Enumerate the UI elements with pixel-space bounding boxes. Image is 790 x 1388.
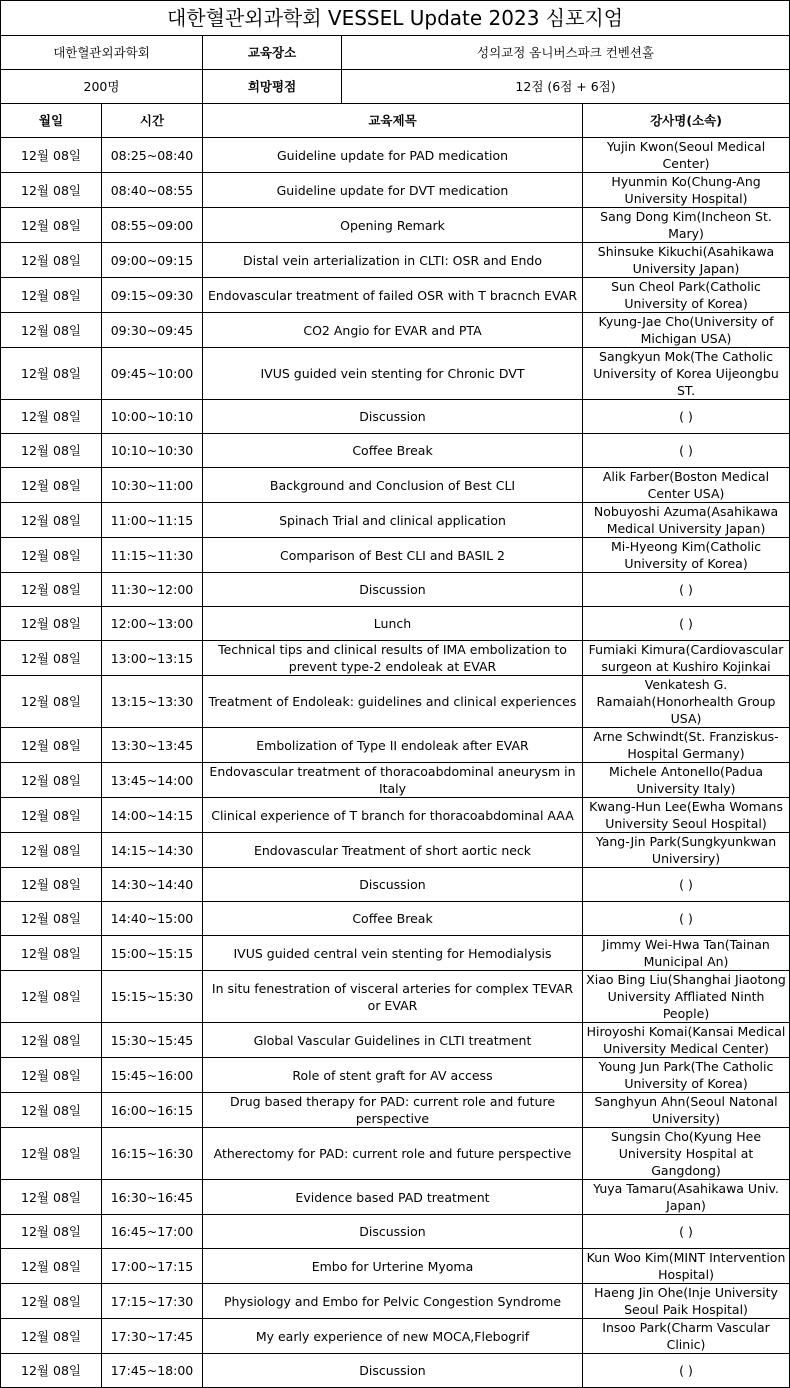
row-speaker: Sangkyun Mok(The Catholic University of Korea Uijeongbu ST. [583,348,790,400]
table-row [1,1128,790,1180]
row-date: 12월 08일 [1,971,102,1023]
row-time: 16:15~16:30 [102,1128,203,1180]
row-speaker: Nobuyoshi Azuma(Asahikawa Medical University Japan) [583,503,790,538]
row-topic: Background and Conclusion of Best CLI [203,468,583,503]
row-speaker: ( ) [583,868,790,902]
row-speaker: ( ) [583,1215,790,1249]
row-topic: Opening Remark [203,208,583,243]
row-date: 12월 08일 [1,1058,102,1093]
table-row [1,208,790,243]
row-date: 12월 08일 [1,138,102,173]
score: 12점 (6점 + 6점) [342,70,790,104]
row-topic: Coffee Break [203,902,583,936]
table-row [1,468,790,503]
organizer: 대한혈관외과학회 [1,36,203,70]
row-time: 16:00~16:15 [102,1093,203,1128]
row-date: 12월 08일 [1,902,102,936]
header-date: 월일 [1,104,102,138]
table-row [1,641,790,676]
row-time: 09:30~09:45 [102,313,203,348]
row-date: 12월 08일 [1,1354,102,1388]
row-speaker: Jimmy Wei-Hwa Tan(Tainan Municipal An) [583,936,790,971]
table-row [1,434,790,468]
row-time: 10:10~10:30 [102,434,203,468]
row-topic: CO2 Angio for EVAR and PTA [203,313,583,348]
row-time: 09:45~10:00 [102,348,203,400]
table-row [1,1180,790,1215]
table-row [1,902,790,936]
table-row [1,503,790,538]
table-row [1,763,790,798]
table-row [1,728,790,763]
row-speaker: Yuya Tamaru(Asahikawa Univ. Japan) [583,1180,790,1215]
table-row [1,348,790,400]
row-topic: In situ fenestration of visceral arteries for complex TEVAR or EVAR [203,971,583,1023]
row-date: 12월 08일 [1,728,102,763]
row-speaker: ( ) [583,400,790,434]
row-topic: Comparison of Best CLI and BASIL 2 [203,538,583,573]
row-date: 12월 08일 [1,243,102,278]
row-time: 11:30~12:00 [102,573,203,607]
row-speaker: ( ) [583,607,790,641]
row-date: 12월 08일 [1,573,102,607]
row-date: 12월 08일 [1,868,102,902]
row-date: 12월 08일 [1,607,102,641]
row-speaker: Arne Schwindt(St. Franziskus-Hospital Germany) [583,728,790,763]
row-speaker: Yujin Kwon(Seoul Medical Center) [583,138,790,173]
row-topic: Guideline update for PAD medication [203,138,583,173]
page-title: 대한혈관외과학회 VESSEL Update 2023 심포지엄 [1,1,790,36]
row-time: 17:45~18:00 [102,1354,203,1388]
row-time: 13:15~13:30 [102,676,203,728]
row-time: 14:15~14:30 [102,833,203,868]
row-topic: Technical tips and clinical results of IMA embolization to prevent type-2 endoleak at EVAR [203,641,583,676]
row-date: 12월 08일 [1,400,102,434]
row-time: 11:15~11:30 [102,538,203,573]
row-date: 12월 08일 [1,1249,102,1284]
row-speaker: Hyunmin Ko(Chung-Ang University Hospital) [583,173,790,208]
row-topic: Endovascular Treatment of short aortic neck [203,833,583,868]
row-date: 12월 08일 [1,348,102,400]
table-row [1,936,790,971]
table-row [1,138,790,173]
row-topic: Clinical experience of T branch for thoracoabdominal AAA [203,798,583,833]
row-speaker: Kwang-Hun Lee(Ewha Womans University Seoul Hospital) [583,798,790,833]
row-time: 08:40~08:55 [102,173,203,208]
row-speaker: ( ) [583,1354,790,1388]
row-time: 13:00~13:15 [102,641,203,676]
row-topic: Distal vein arterialization in CLTI: OSR and Endo [203,243,583,278]
score-label: 희망평점 [203,70,342,104]
row-speaker: Insoo Park(Charm Vascular Clinic) [583,1319,790,1354]
row-topic: Discussion [203,868,583,902]
row-topic: Role of stent graft for AV access [203,1058,583,1093]
row-time: 16:30~16:45 [102,1180,203,1215]
row-time: 14:40~15:00 [102,902,203,936]
row-date: 12월 08일 [1,278,102,313]
row-time: 08:55~09:00 [102,208,203,243]
row-time: 09:00~09:15 [102,243,203,278]
row-date: 12월 08일 [1,313,102,348]
row-speaker: Kyung-Jae Cho(University of Michigan USA) [583,313,790,348]
row-topic: Atherectomy for PAD: current role and future perspective [203,1128,583,1180]
row-time: 17:15~17:30 [102,1284,203,1319]
row-date: 12월 08일 [1,1128,102,1180]
row-time: 14:30~14:40 [102,868,203,902]
table-row [1,868,790,902]
row-topic: Treatment of Endoleak: guidelines and clinical experiences [203,676,583,728]
header-time: 시간 [102,104,203,138]
row-date: 12월 08일 [1,763,102,798]
row-topic: Physiology and Embo for Pelvic Congestion Syndrome [203,1284,583,1319]
row-date: 12월 08일 [1,468,102,503]
table-row [1,173,790,208]
table-row [1,1354,790,1388]
table-row [1,1215,790,1249]
row-date: 12월 08일 [1,1023,102,1058]
row-date: 12월 08일 [1,641,102,676]
row-time: 08:25~08:40 [102,138,203,173]
row-speaker: Michele Antonello(Padua University Italy) [583,763,790,798]
row-topic: Spinach Trial and clinical application [203,503,583,538]
table-row [1,313,790,348]
row-speaker: Kun Woo Kim(MINT Intervention Hospital) [583,1249,790,1284]
row-topic: Discussion [203,1215,583,1249]
row-date: 12월 08일 [1,833,102,868]
row-time: 15:45~16:00 [102,1058,203,1093]
row-speaker: Shinsuke Kikuchi(Asahikawa University Japan) [583,243,790,278]
row-topic: Drug based therapy for PAD: current role and future perspective [203,1093,583,1128]
row-time: 17:00~17:15 [102,1249,203,1284]
table-row [1,538,790,573]
table-row [1,1058,790,1093]
row-topic: Embolization of Type II endoleak after EVAR [203,728,583,763]
table-row [1,1093,790,1128]
table-row [1,1023,790,1058]
row-speaker: Hiroyoshi Komai(Kansai Medical University Medical Center) [583,1023,790,1058]
row-time: 10:00~10:10 [102,400,203,434]
venue: 성의교정 옴니버스파크 컨벤션홀 [342,36,790,70]
row-topic: Discussion [203,400,583,434]
table-row [1,400,790,434]
row-date: 12월 08일 [1,503,102,538]
row-topic: Evidence based PAD treatment [203,1180,583,1215]
row-topic: Endovascular treatment of thoracoabdominal aneurysm in Italy [203,763,583,798]
row-topic: Coffee Break [203,434,583,468]
row-topic: IVUS guided central vein stenting for Hemodialysis [203,936,583,971]
row-topic: IVUS guided vein stenting for Chronic DVT [203,348,583,400]
row-time: 15:00~15:15 [102,936,203,971]
table-row [1,278,790,313]
row-date: 12월 08일 [1,434,102,468]
row-date: 12월 08일 [1,1093,102,1128]
header-topic: 교육제목 [203,104,583,138]
row-topic: Global Vascular Guidelines in CLTI treatment [203,1023,583,1058]
row-date: 12월 08일 [1,173,102,208]
row-speaker: Haeng Jin Ohe(Inje University Seoul Paik Hospital) [583,1284,790,1319]
row-speaker: Fumiaki Kimura(Cardiovascular surgeon at Kushiro Kojinkai [583,641,790,676]
row-time: 11:00~11:15 [102,503,203,538]
row-topic: My early experience of new MOCA,Flebogrif [203,1319,583,1354]
table-row [1,1249,790,1284]
row-speaker: Sanghyun Ahn(Seoul Natonal University) [583,1093,790,1128]
row-date: 12월 08일 [1,1180,102,1215]
row-time: 15:30~15:45 [102,1023,203,1058]
row-topic: Lunch [203,607,583,641]
row-speaker: Venkatesh G. Ramaiah(Honorhealth Group USA) [583,676,790,728]
row-time: 12:00~13:00 [102,607,203,641]
table-row [1,607,790,641]
table-row [1,833,790,868]
row-speaker: Sun Cheol Park(Catholic University of Korea) [583,278,790,313]
row-time: 17:30~17:45 [102,1319,203,1354]
row-date: 12월 08일 [1,1215,102,1249]
row-time: 09:15~09:30 [102,278,203,313]
row-time: 15:15~15:30 [102,971,203,1023]
table-row [1,971,790,1023]
row-topic: Discussion [203,1354,583,1388]
table-row [1,573,790,607]
row-time: 16:45~17:00 [102,1215,203,1249]
row-speaker: Young Jun Park(The Catholic University of Korea) [583,1058,790,1093]
row-speaker: ( ) [583,434,790,468]
row-date: 12월 08일 [1,1284,102,1319]
row-speaker: ( ) [583,902,790,936]
row-speaker: Sungsin Cho(Kyung Hee University Hospital at Gangdong) [583,1128,790,1180]
row-speaker: Mi-Hyeong Kim(Catholic University of Korea) [583,538,790,573]
capacity: 200명 [1,70,203,104]
table-row [1,1319,790,1354]
table-row [1,676,790,728]
row-date: 12월 08일 [1,798,102,833]
row-speaker: Alik Farber(Boston Medical Center USA) [583,468,790,503]
row-speaker: Yang-Jin Park(Sungkyunkwan Universiry) [583,833,790,868]
row-time: 14:00~14:15 [102,798,203,833]
row-topic: Discussion [203,573,583,607]
header-speaker: 강사명(소속) [583,104,790,138]
row-time: 10:30~11:00 [102,468,203,503]
row-date: 12월 08일 [1,676,102,728]
row-date: 12월 08일 [1,208,102,243]
row-topic: Embo for Urterine Myoma [203,1249,583,1284]
row-date: 12월 08일 [1,1319,102,1354]
row-speaker: Xiao Bing Liu(Shanghai Jiaotong University Affliated Ninth People) [583,971,790,1023]
row-topic: Guideline update for DVT medication [203,173,583,208]
row-speaker: ( ) [583,573,790,607]
row-time: 13:45~14:00 [102,763,203,798]
row-date: 12월 08일 [1,538,102,573]
table-row [1,243,790,278]
row-topic: Endovascular treatment of failed OSR with T bracnch EVAR [203,278,583,313]
table-row [1,798,790,833]
row-time: 13:30~13:45 [102,728,203,763]
row-speaker: Sang Dong Kim(Incheon St. Mary) [583,208,790,243]
row-date: 12월 08일 [1,936,102,971]
venue-label: 교육장소 [203,36,342,70]
